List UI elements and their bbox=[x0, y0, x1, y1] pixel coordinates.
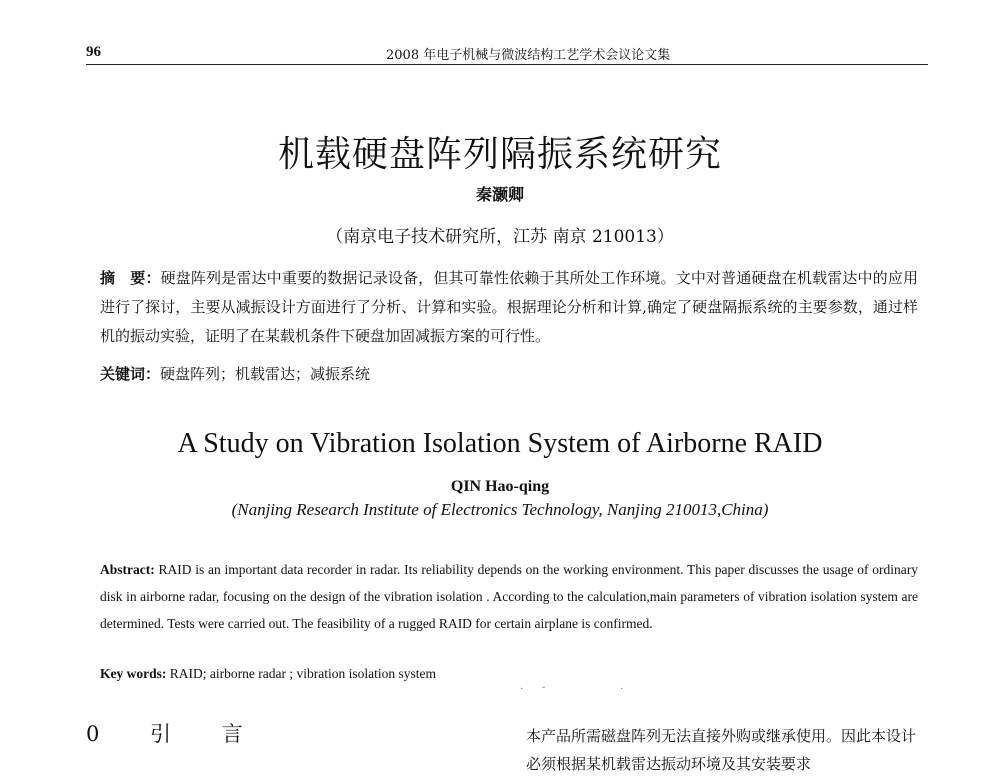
english-title: A Study on Vibration Isolation System of Airborne RAID bbox=[177, 428, 823, 459]
running-header bbox=[86, 42, 928, 64]
english-abstract-text: RAID is an important data recorder in radar. Its reliability depends on the working environment. This paper discusses the usage of ordinary disk in airborne radar, focusing on the design of the vibration isolation . According to the calculation,main parameters of vibration isolation system are determined. Tests were carried out. The feasibility of a rugged RAID for certain airplane is confirmed. bbox=[100, 562, 918, 631]
english-abstract-label: Abstract: bbox=[100, 562, 155, 577]
english-abstract bbox=[100, 556, 918, 637]
body-text-right-column: 本产品所需磁盘阵列无法直接外购或继承使用。因此本设计必须根据某机载雷达振动环境及其安装要求 bbox=[526, 727, 917, 773]
english-affiliation: (Nanjing Research Institute of Electronics Technology, Nanjing 210013,China) bbox=[231, 500, 769, 519]
page-number: 96 bbox=[86, 44, 101, 60]
chinese-keywords bbox=[100, 363, 918, 384]
scan-speck: ˇ bbox=[542, 686, 546, 697]
running-title: 2008 年电子机械与微波结构工艺学术会议论文集 bbox=[386, 48, 671, 63]
english-keywords bbox=[100, 666, 918, 682]
chinese-keywords-label: 关键词： bbox=[100, 365, 161, 383]
english-keywords-label: Key words: bbox=[100, 666, 167, 681]
scan-speck: · bbox=[620, 684, 624, 695]
chinese-abstract bbox=[100, 264, 918, 351]
chinese-abstract-label: 摘 要： bbox=[100, 269, 161, 287]
english-author: QIN Hao-qing bbox=[450, 478, 550, 495]
section-heading-introduction: 0 引 言 bbox=[86, 722, 265, 746]
chinese-affiliation: （南京电子技术研究所，江苏 南京 210013） bbox=[326, 227, 674, 247]
chinese-keywords-text: 硬盘阵列；机载雷达；减振系统 bbox=[160, 365, 371, 383]
chinese-title: 机载硬盘阵列隔振系统研究 bbox=[277, 134, 722, 175]
english-keywords-text: RAID; airborne radar ; vibration isolation system bbox=[169, 666, 436, 681]
scan-speck: · bbox=[520, 684, 524, 695]
header-rule bbox=[86, 64, 928, 65]
chinese-abstract-text: 硬盘阵列是雷达中重要的数据记录设备，但其可靠性依赖于其所处工作环境。文中对普通硬盘在机载雷达中的应用进行了探讨，主要从减振设计方面进行了分析、计算和实验。根据理论分析和计算,确定了硬盘隔振系统的主要参数，通过样机的振动实验，证明了在某载机条件下硬盘加固减振方案的可行性。 bbox=[100, 269, 918, 345]
chinese-author: 秦灏卿 bbox=[475, 185, 524, 204]
